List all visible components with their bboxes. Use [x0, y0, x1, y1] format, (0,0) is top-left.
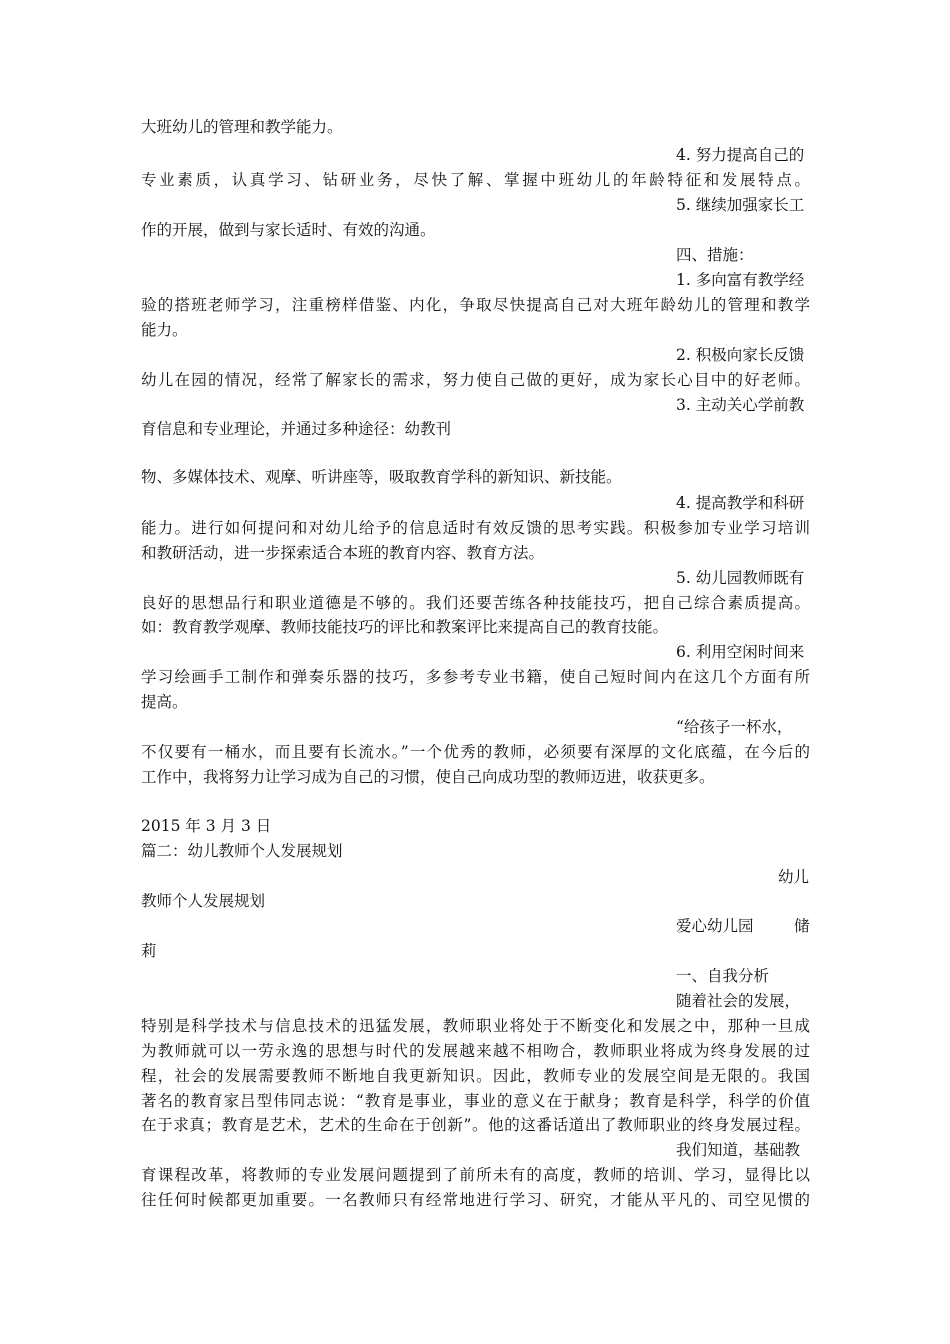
- text-line: 验的搭班老师学习，注重榜样借鉴、内化，争取尽快提高自己对大班年龄幼儿的管理和教学: [141, 296, 810, 314]
- text-line: 程，社会的发展需要教师不断地自我更新知识。因此，教师专业的发展空间是无限的。我国: [141, 1067, 810, 1085]
- text-line: 在于求真；教育是艺术，艺术的生命在于创新”。他的这番话道出了教师职业的终身发展过程。: [141, 1116, 810, 1134]
- author-name: 莉: [141, 942, 157, 960]
- text-line: 著名的教育家吕型伟同志说：“教育是事业，事业的意义在于献身；教育是科学，科学的价值: [141, 1092, 810, 1110]
- article-title: 篇二：幼儿教师个人发展规划: [141, 842, 343, 860]
- text-line: 提高。: [141, 693, 188, 711]
- text-line: “给孩子一杯水，: [676, 718, 793, 736]
- text-line: 大班幼儿的管理和教学能力。: [141, 118, 343, 136]
- text-line: 我们知道，基础教: [676, 1141, 801, 1159]
- text-line: 如：教育教学观摩、教师技能技巧的评比和教案评比来提高自己的教育技能。: [141, 618, 669, 636]
- text-line: 1. 多向富有教学经: [676, 271, 805, 289]
- text-line: 物、多媒体技术、观摩、听讲座等，吸取教育学科的新知识、新技能。: [141, 468, 622, 486]
- text-line: 5. 幼儿园教师既有: [676, 569, 805, 587]
- text-line: 和教研活动，进一步探索适合本班的教育内容、教育方法。: [141, 544, 545, 562]
- text-line: 专业素质，认真学习、钻研业务，尽快了解、掌握中班幼儿的年龄特征和发展特点。: [141, 171, 810, 189]
- text-line: 育课程改革，将教师的专业发展问题提到了前所未有的高度，教师的培训、学习，显得比以: [141, 1166, 810, 1184]
- author-school: 爱心幼儿园: [676, 917, 754, 935]
- text-line: 随着社会的发展，: [676, 992, 801, 1010]
- text-line: 作的开展，做到与家长适时、有效的沟通。: [141, 221, 436, 239]
- text-line: 育信息和专业理论，并通过多种途径：幼教刊: [141, 420, 452, 438]
- text-line: 特别是科学技术与信息技术的迅猛发展，教师职业将处于不断变化和发展之中，那种一旦成: [141, 1017, 810, 1035]
- text-line: 教师个人发展规划: [141, 892, 266, 910]
- text-line: 4. 努力提高自己的: [676, 146, 805, 164]
- text-line: 5. 继续加强家长工: [676, 196, 805, 214]
- text-line: 6. 利用空闲时间来: [676, 643, 805, 661]
- text-line: 能力。: [141, 321, 188, 339]
- text-line: 往任何时候都更加重要。一名教师只有经常地进行学习、研究，才能从平凡的、司空见惯的: [141, 1191, 810, 1209]
- text-line: 良好的思想品行和职业道德是不够的。我们还要苦练各种技能技巧，把自己综合素质提高。: [141, 594, 810, 612]
- text-line: 不仅要有一桶水，而且要有长流水。”一个优秀的教师，必须要有深厚的文化底蕴，在今后的: [141, 743, 810, 761]
- text-line: 工作中，我将努力让学习成为自己的习惯，使自己向成功型的教师迈进，收获更多。: [141, 768, 715, 786]
- author-name: 储: [794, 917, 810, 935]
- text-line: 2. 积极向家长反馈: [676, 346, 805, 364]
- date-line: 2015 年 3 月 3 日: [141, 817, 272, 835]
- text-line: 幼儿: [778, 868, 810, 886]
- section-heading: 四、措施：: [676, 246, 754, 264]
- text-line: 幼儿在园的情况，经常了解家长的需求，努力使自己做的更好，成为家长心目中的好老师。: [141, 371, 810, 389]
- text-line: 学习绘画手工制作和弹奏乐器的技巧，多参考专业书籍，使自己短时间内在这几个方面有所: [141, 668, 810, 686]
- text-line: 为教师就可以一劳永逸的思想与时代的发展越来越不相吻合，教师职业将成为终身发展的过: [141, 1042, 810, 1060]
- text-line: 3. 主动关心学前教: [676, 396, 805, 414]
- text-line: 能力。进行如何提问和对幼儿给予的信息适时有效反馈的思考实践。积极参加专业学习培训: [141, 519, 810, 537]
- section-heading: 一、自我分析: [676, 967, 770, 985]
- text-line: 4. 提高教学和科研: [676, 494, 805, 512]
